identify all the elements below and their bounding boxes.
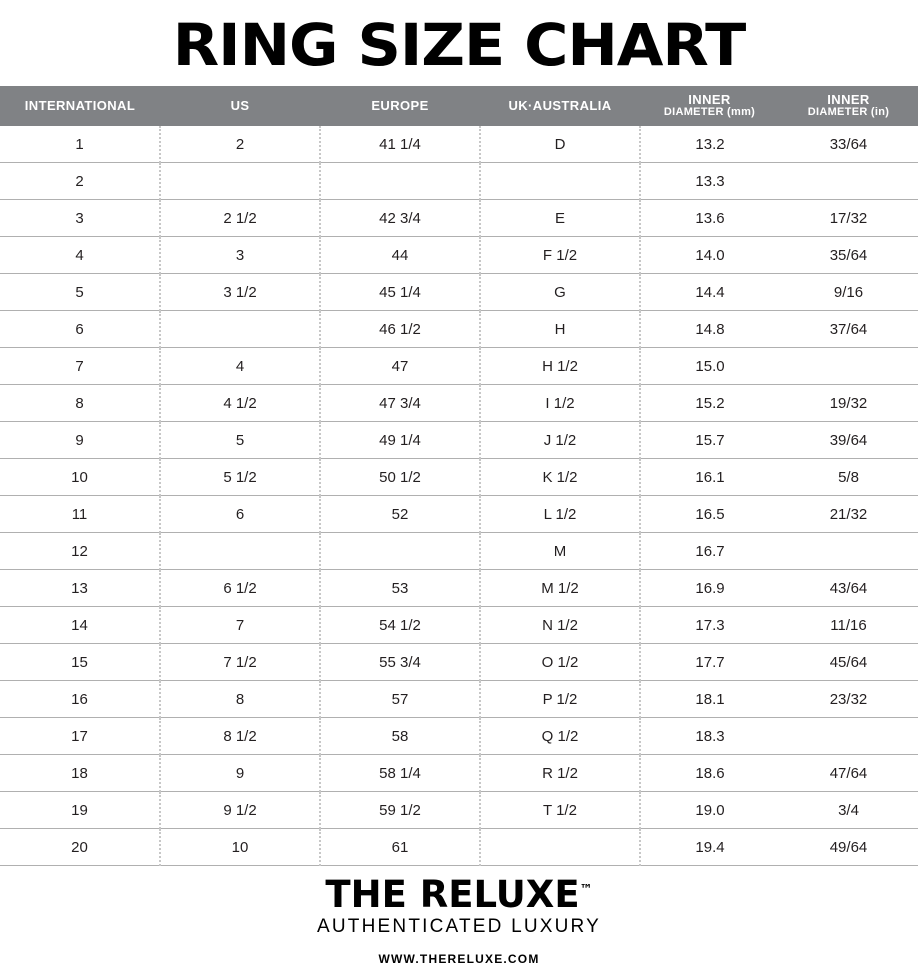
cell-diameter-in (779, 533, 918, 570)
cell-diameter-mm: 14.8 (640, 311, 779, 348)
table-header-row (0, 86, 918, 126)
cell-international: 5 (0, 274, 160, 311)
cell-uk-australia: K 1/2 (480, 459, 640, 496)
cell-uk-australia (480, 163, 640, 200)
cell-europe: 54 1/2 (320, 607, 480, 644)
table-header (0, 86, 918, 126)
cell-us: 8 (160, 681, 320, 718)
table-row (0, 200, 918, 237)
cell-us (160, 311, 320, 348)
table-row (0, 459, 918, 496)
cell-diameter-in (779, 348, 918, 385)
brand-logo (325, 873, 593, 916)
cell-international: 8 (0, 385, 160, 422)
cell-uk-australia: O 1/2 (480, 644, 640, 681)
table-row (0, 681, 918, 718)
table-row (0, 385, 918, 422)
cell-international: 6 (0, 311, 160, 348)
cell-uk-australia: P 1/2 (480, 681, 640, 718)
column-header-inner-diameter-mm-line1: INNER (688, 92, 731, 108)
brand-tagline: AUTHENTICATED LUXURY (317, 916, 601, 937)
cell-uk-australia: T 1/2 (480, 792, 640, 829)
cell-us: 8 1/2 (160, 718, 320, 755)
cell-europe (320, 533, 480, 570)
cell-uk-australia: Q 1/2 (480, 718, 640, 755)
cell-diameter-in: 11/16 (779, 607, 918, 644)
page-title: RING SIZE CHART (172, 11, 746, 79)
brand-website[interactable]: WWW.THERELUXE.COM (378, 952, 540, 966)
cell-diameter-in: 17/32 (779, 200, 918, 237)
cell-diameter-in: 49/64 (779, 829, 918, 866)
cell-international: 16 (0, 681, 160, 718)
cell-us: 4 1/2 (160, 385, 320, 422)
cell-international: 4 (0, 237, 160, 274)
column-header-uk-australia-label: UK·AUSTRALIA (508, 98, 612, 114)
cell-europe: 44 (320, 237, 480, 274)
cell-diameter-in: 9/16 (779, 274, 918, 311)
cell-diameter-mm: 14.0 (640, 237, 779, 274)
column-header-us (160, 86, 320, 126)
cell-international: 7 (0, 348, 160, 385)
cell-diameter-mm: 16.9 (640, 570, 779, 607)
cell-diameter-in: 45/64 (779, 644, 918, 681)
cell-diameter-mm: 15.7 (640, 422, 779, 459)
cell-uk-australia: R 1/2 (480, 755, 640, 792)
table-row (0, 274, 918, 311)
cell-diameter-in: 37/64 (779, 311, 918, 348)
cell-uk-australia: M 1/2 (480, 570, 640, 607)
cell-uk-australia: L 1/2 (480, 496, 640, 533)
cell-international: 19 (0, 792, 160, 829)
cell-europe: 47 3/4 (320, 385, 480, 422)
cell-international: 17 (0, 718, 160, 755)
cell-diameter-in (779, 718, 918, 755)
cell-us: 9 1/2 (160, 792, 320, 829)
brand-name: THE RELUXE (325, 873, 580, 916)
cell-uk-australia: M (480, 533, 640, 570)
cell-us: 4 (160, 348, 320, 385)
cell-europe: 41 1/4 (320, 126, 480, 163)
table-row (0, 163, 918, 200)
cell-us: 3 1/2 (160, 274, 320, 311)
cell-diameter-mm: 19.0 (640, 792, 779, 829)
table-row (0, 570, 918, 607)
cell-international: 2 (0, 163, 160, 200)
cell-europe: 42 3/4 (320, 200, 480, 237)
cell-uk-australia: G (480, 274, 640, 311)
cell-europe: 47 (320, 348, 480, 385)
column-header-inner-diameter-in-line1: INNER (827, 92, 870, 108)
cell-diameter-in (779, 163, 918, 200)
cell-diameter-mm: 16.7 (640, 533, 779, 570)
cell-international: 3 (0, 200, 160, 237)
cell-europe: 55 3/4 (320, 644, 480, 681)
cell-international: 14 (0, 607, 160, 644)
column-header-europe-label: EUROPE (371, 98, 429, 114)
cell-europe: 49 1/4 (320, 422, 480, 459)
column-header-inner-diameter-in-line2: DIAMETER (in) (807, 106, 890, 119)
table-row (0, 533, 918, 570)
cell-us: 7 (160, 607, 320, 644)
cell-diameter-mm: 15.2 (640, 385, 779, 422)
cell-us: 7 1/2 (160, 644, 320, 681)
cell-europe: 45 1/4 (320, 274, 480, 311)
table-row (0, 348, 918, 385)
cell-diameter-mm: 17.3 (640, 607, 779, 644)
cell-international: 18 (0, 755, 160, 792)
cell-europe: 57 (320, 681, 480, 718)
cell-diameter-in: 35/64 (779, 237, 918, 274)
column-header-uk-australia (480, 86, 640, 126)
cell-diameter-mm: 18.6 (640, 755, 779, 792)
column-header-inner-diameter-mm-line2: DIAMETER (mm) (663, 106, 756, 119)
cell-uk-australia: I 1/2 (480, 385, 640, 422)
table-row (0, 126, 918, 163)
cell-diameter-mm: 13.6 (640, 200, 779, 237)
table-row (0, 644, 918, 681)
cell-us: 5 1/2 (160, 459, 320, 496)
cell-uk-australia: E (480, 200, 640, 237)
cell-diameter-in: 5/8 (779, 459, 918, 496)
cell-uk-australia: H 1/2 (480, 348, 640, 385)
cell-international: 12 (0, 533, 160, 570)
table-row (0, 718, 918, 755)
cell-diameter-mm: 13.3 (640, 163, 779, 200)
table-row (0, 422, 918, 459)
cell-europe: 59 1/2 (320, 792, 480, 829)
column-header-international (0, 86, 160, 126)
cell-uk-australia: N 1/2 (480, 607, 640, 644)
cell-diameter-mm: 19.4 (640, 829, 779, 866)
cell-us (160, 533, 320, 570)
cell-us: 10 (160, 829, 320, 866)
cell-diameter-mm: 14.4 (640, 274, 779, 311)
cell-us (160, 163, 320, 200)
cell-us: 2 (160, 126, 320, 163)
cell-international: 11 (0, 496, 160, 533)
cell-international: 20 (0, 829, 160, 866)
cell-us: 3 (160, 237, 320, 274)
table-row (0, 755, 918, 792)
column-header-international-label: INTERNATIONAL (24, 98, 136, 114)
cell-us: 6 1/2 (160, 570, 320, 607)
cell-international: 13 (0, 570, 160, 607)
cell-us: 9 (160, 755, 320, 792)
cell-europe: 50 1/2 (320, 459, 480, 496)
column-header-inner-diameter-in (779, 86, 918, 126)
ring-size-table (0, 86, 918, 866)
cell-diameter-mm: 18.1 (640, 681, 779, 718)
table-row (0, 311, 918, 348)
table-row (0, 496, 918, 533)
cell-europe: 52 (320, 496, 480, 533)
table-row (0, 792, 918, 829)
table-row (0, 829, 918, 866)
cell-uk-australia: F 1/2 (480, 237, 640, 274)
table-row (0, 607, 918, 644)
cell-diameter-in: 47/64 (779, 755, 918, 792)
cell-diameter-mm: 15.0 (640, 348, 779, 385)
table-body (0, 126, 918, 866)
column-header-us-label: US (230, 98, 250, 114)
cell-uk-australia: H (480, 311, 640, 348)
cell-europe: 53 (320, 570, 480, 607)
table-row (0, 237, 918, 274)
cell-diameter-in: 33/64 (779, 126, 918, 163)
cell-diameter-mm: 16.5 (640, 496, 779, 533)
cell-international: 1 (0, 126, 160, 163)
cell-diameter-in: 39/64 (779, 422, 918, 459)
column-header-inner-diameter-mm (640, 86, 779, 126)
cell-diameter-in: 43/64 (779, 570, 918, 607)
cell-uk-australia (480, 829, 640, 866)
cell-uk-australia: J 1/2 (480, 422, 640, 459)
cell-europe: 46 1/2 (320, 311, 480, 348)
cell-international: 9 (0, 422, 160, 459)
cell-europe: 58 (320, 718, 480, 755)
cell-diameter-mm: 13.2 (640, 126, 779, 163)
column-header-europe (320, 86, 480, 126)
cell-diameter-in: 23/32 (779, 681, 918, 718)
trademark-symbol: ™ (579, 882, 593, 898)
cell-uk-australia: D (480, 126, 640, 163)
cell-diameter-in: 21/32 (779, 496, 918, 533)
cell-us: 6 (160, 496, 320, 533)
cell-diameter-mm: 17.7 (640, 644, 779, 681)
cell-diameter-in: 19/32 (779, 385, 918, 422)
cell-us: 2 1/2 (160, 200, 320, 237)
cell-diameter-mm: 18.3 (640, 718, 779, 755)
cell-international: 15 (0, 644, 160, 681)
cell-europe: 61 (320, 829, 480, 866)
cell-us: 5 (160, 422, 320, 459)
footer (0, 866, 918, 966)
cell-europe (320, 163, 480, 200)
cell-europe: 58 1/4 (320, 755, 480, 792)
cell-diameter-mm: 16.1 (640, 459, 779, 496)
cell-international: 10 (0, 459, 160, 496)
cell-diameter-in: 3/4 (779, 792, 918, 829)
